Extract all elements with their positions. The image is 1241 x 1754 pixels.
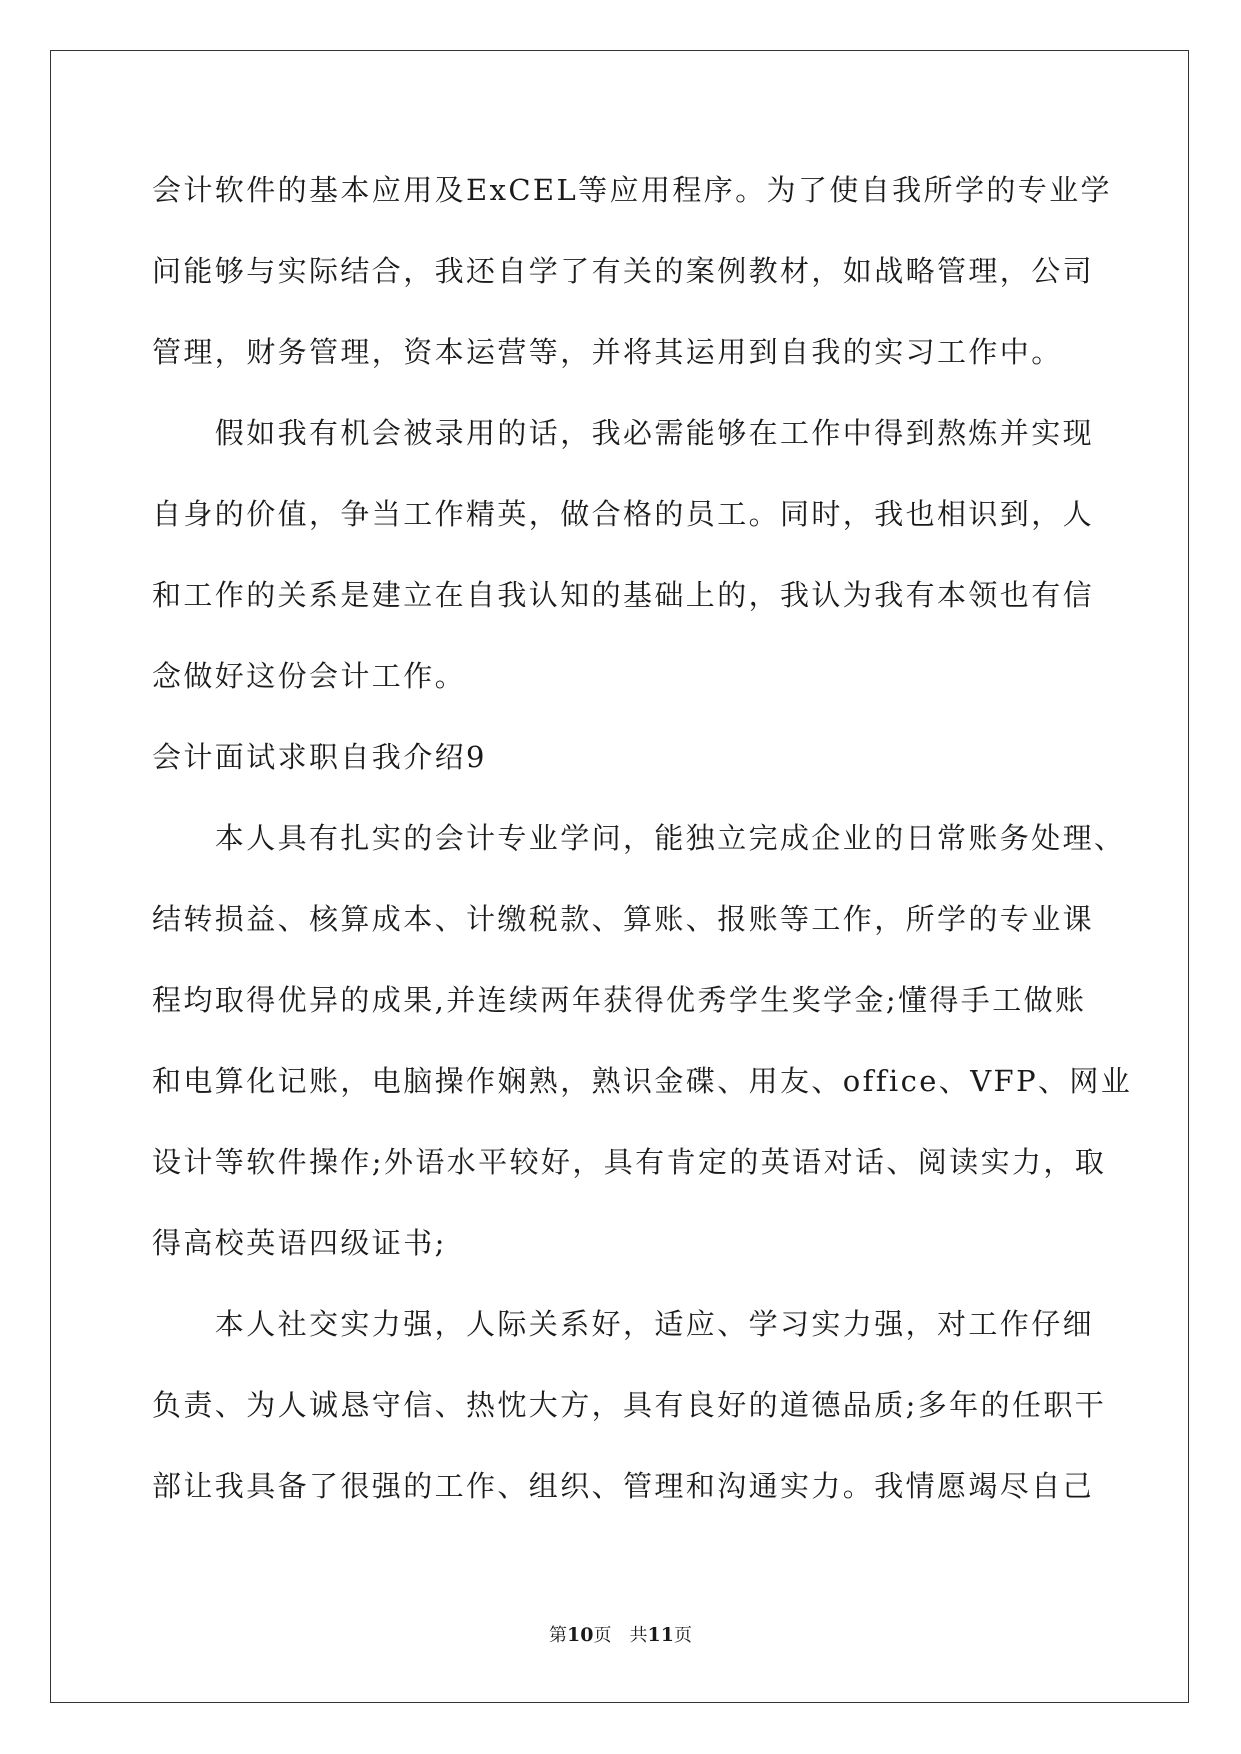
text-line: 和电算化记账，电脑操作娴熟，熟识金碟、用友、office、VFP、网业 — [152, 1064, 1133, 1098]
paragraph-start-line: 本人具有扎实的会计专业学问，能独立完成企业的日常账务处理、 — [152, 821, 1126, 855]
section-heading: 会计面试求职自我介绍9 — [152, 740, 487, 774]
paragraph-start-line: 本人社交实力强，人际关系好，适应、学习实力强，对工作仔细 — [152, 1307, 1095, 1341]
text-line: 负责、为人诚恳守信、热忱大方，具有良好的道德品质;多年的任职干 — [152, 1388, 1107, 1422]
page-border — [50, 50, 1189, 1703]
text-line: 和工作的关系是建立在自我认知的基础上的，我认为我有本领也有信 — [152, 578, 1095, 612]
page-prefix: 第 — [549, 1625, 568, 1646]
total-unit: 页 — [673, 1625, 692, 1646]
text-line: 会计软件的基本应用及ExCEL等应用程序。为了使自我所学的专业学 — [152, 173, 1112, 207]
text-line: 程均取得优异的成果,并连续两年获得优秀学生奖学金;懂得手工做账 — [152, 983, 1087, 1017]
text-line: 念做好这份会计工作。 — [152, 659, 467, 693]
text-line: 结转损益、核算成本、计缴税款、算账、报账等工作，所学的专业课 — [152, 902, 1095, 936]
text-line: 得高校英语四级证书; — [152, 1226, 447, 1260]
text-line: 管理，财务管理，资本运营等，并将其运用到自我的实习工作中。 — [152, 335, 1063, 369]
page-unit: 页 — [593, 1625, 612, 1646]
current-page-number: 10 — [567, 1624, 594, 1646]
text-line: 设计等软件操作;外语水平较好，具有肯定的英语对话、阅读实力，取 — [152, 1145, 1107, 1179]
total-page-number: 11 — [647, 1624, 674, 1646]
text-line: 问能够与实际结合，我还自学了有关的案例教材，如战略管理，公司 — [152, 254, 1095, 288]
text-line: 自身的价值，争当工作精英，做合格的员工。同时，我也相识到，人 — [152, 497, 1095, 531]
page-footer — [0, 1623, 1241, 1648]
total-prefix: 共 — [629, 1625, 648, 1646]
text-line: 部让我具备了很强的工作、组织、管理和沟通实力。我情愿竭尽自己 — [152, 1469, 1095, 1503]
paragraph-start-line: 假如我有机会被录用的话，我必需能够在工作中得到熬炼并实现 — [152, 416, 1095, 450]
